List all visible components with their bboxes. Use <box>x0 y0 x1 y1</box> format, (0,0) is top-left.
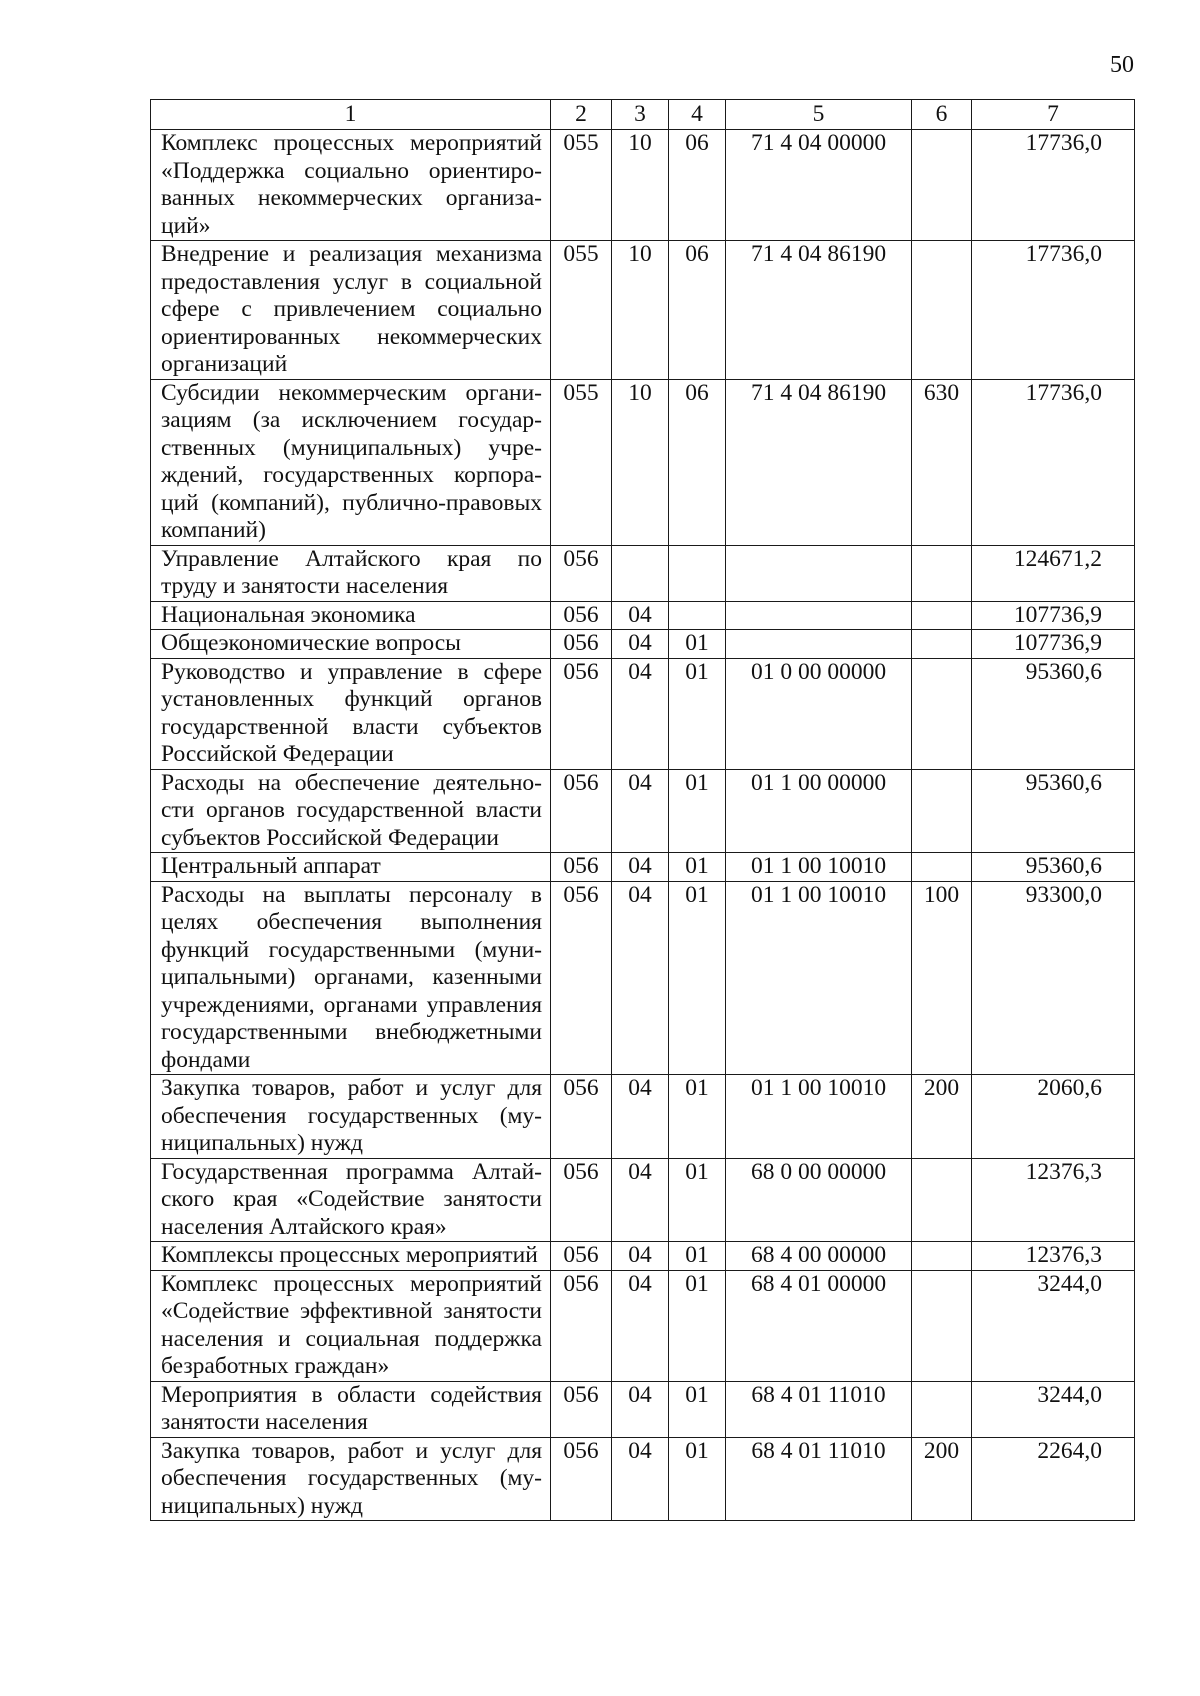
item-name-cell: Управление Алтайского края по труду и занятости населения <box>151 545 551 601</box>
amount-cell: 95360,6 <box>972 769 1135 853</box>
table-row <box>151 1158 1135 1242</box>
item-name-cell: Внедрение и реализация механизма предоставления услуг в социальной сфере с привлечением социально ориентированных некоммерческих организаций <box>151 241 551 380</box>
ministry-code-cell: 056 <box>551 1075 612 1159</box>
amount-cell: 107736,9 <box>972 601 1135 630</box>
amount-cell: 2264,0 <box>972 1437 1135 1521</box>
amount-cell: 17736,0 <box>972 130 1135 241</box>
table-row <box>151 130 1135 241</box>
ministry-code-cell: 056 <box>551 769 612 853</box>
target-article-code-cell: 68 4 00 00000 <box>726 1242 912 1271</box>
expense-type-code-cell: 630 <box>912 379 972 545</box>
subsection-code-cell: 06 <box>669 379 726 545</box>
expense-type-code-cell <box>912 601 972 630</box>
target-article-code-cell: 71 4 04 00000 <box>726 130 912 241</box>
subsection-code-cell: 01 <box>669 1270 726 1381</box>
target-article-code-cell: 68 4 01 11010 <box>726 1381 912 1437</box>
item-name-cell: Расходы на обеспечение деятельности органов государственной власти субъектов Российской Федерации <box>151 769 551 853</box>
expense-type-code-cell <box>912 630 972 659</box>
amount-cell: 3244,0 <box>972 1270 1135 1381</box>
amount-cell: 95360,6 <box>972 853 1135 882</box>
section-code-cell: 10 <box>612 241 669 380</box>
column-header-2: 2 <box>551 100 612 130</box>
table-row <box>151 658 1135 769</box>
table-row <box>151 1242 1135 1271</box>
column-header-5: 5 <box>726 100 912 130</box>
section-code-cell: 04 <box>612 1242 669 1271</box>
subsection-code-cell: 06 <box>669 241 726 380</box>
item-name-cell: Общеэкономические вопросы <box>151 630 551 659</box>
subsection-code-cell: 01 <box>669 881 726 1075</box>
table-row <box>151 545 1135 601</box>
item-name-cell: Закупка товаров, работ и услуг для обеспечения государственных (муниципальных) нужд <box>151 1075 551 1159</box>
item-name-cell: Расходы на выплаты персоналу в целях обеспечения выполнения функций государственными (муниципальными) органами, казенными учреждениями, органами управления государственными внебюджетными фондами <box>151 881 551 1075</box>
subsection-code-cell: 01 <box>669 1075 726 1159</box>
item-name-cell: Национальная экономика <box>151 601 551 630</box>
target-article-code-cell: 68 4 01 11010 <box>726 1437 912 1521</box>
table-row <box>151 630 1135 659</box>
target-article-code-cell: 68 0 00 00000 <box>726 1158 912 1242</box>
table-body <box>151 130 1135 1521</box>
target-article-code-cell: 68 4 01 00000 <box>726 1270 912 1381</box>
target-article-code-cell: 01 1 00 00000 <box>726 769 912 853</box>
amount-cell: 124671,2 <box>972 545 1135 601</box>
section-code-cell: 10 <box>612 130 669 241</box>
column-header-6: 6 <box>912 100 972 130</box>
target-article-code-cell: 71 4 04 86190 <box>726 379 912 545</box>
expense-type-code-cell <box>912 545 972 601</box>
table-row <box>151 1075 1135 1159</box>
target-article-code-cell <box>726 545 912 601</box>
subsection-code-cell <box>669 601 726 630</box>
ministry-code-cell: 056 <box>551 1381 612 1437</box>
ministry-code-cell: 055 <box>551 379 612 545</box>
table-row <box>151 1270 1135 1381</box>
ministry-code-cell: 056 <box>551 1437 612 1521</box>
column-header-1: 1 <box>151 100 551 130</box>
section-code-cell: 04 <box>612 658 669 769</box>
ministry-code-cell: 056 <box>551 658 612 769</box>
section-code-cell: 04 <box>612 630 669 659</box>
target-article-code-cell: 71 4 04 86190 <box>726 241 912 380</box>
ministry-code-cell: 056 <box>551 1242 612 1271</box>
item-name-cell: Комплекс процессных мероприятий «Содействие эффективной занятости населения и социальная поддержка безработных граждан» <box>151 1270 551 1381</box>
expense-type-code-cell <box>912 658 972 769</box>
target-article-code-cell <box>726 630 912 659</box>
table-row <box>151 1437 1135 1521</box>
amount-cell: 95360,6 <box>972 658 1135 769</box>
item-name-cell: Руководство и управление в сфере установленных функций органов государственной власти субъектов Российской Федерации <box>151 658 551 769</box>
section-code-cell: 04 <box>612 1270 669 1381</box>
subsection-code-cell: 01 <box>669 630 726 659</box>
ministry-code-cell: 056 <box>551 881 612 1075</box>
ministry-code-cell: 056 <box>551 545 612 601</box>
expense-type-code-cell <box>912 1270 972 1381</box>
item-name-cell: Комплекс процессных мероприятий «Поддержка социально ориентированных некоммерческих организаций» <box>151 130 551 241</box>
section-code-cell: 04 <box>612 1437 669 1521</box>
subsection-code-cell: 01 <box>669 658 726 769</box>
item-name-cell: Комплексы процессных мероприятий <box>151 1242 551 1271</box>
item-name-cell: Субсидии некоммерческим организациям (за исключением государственных (муниципальных) учреждений, государственных корпораций (компаний), публично-правовых компаний) <box>151 379 551 545</box>
subsection-code-cell: 01 <box>669 1437 726 1521</box>
expense-type-code-cell: 200 <box>912 1437 972 1521</box>
subsection-code-cell <box>669 545 726 601</box>
section-code-cell: 04 <box>612 769 669 853</box>
amount-cell: 107736,9 <box>972 630 1135 659</box>
subsection-code-cell: 01 <box>669 1242 726 1271</box>
target-article-code-cell: 01 0 00 00000 <box>726 658 912 769</box>
subsection-code-cell: 01 <box>669 853 726 882</box>
column-header-4: 4 <box>669 100 726 130</box>
section-code-cell: 04 <box>612 1381 669 1437</box>
section-code-cell: 10 <box>612 379 669 545</box>
target-article-code-cell: 01 1 00 10010 <box>726 881 912 1075</box>
ministry-code-cell: 056 <box>551 1270 612 1381</box>
expense-type-code-cell: 100 <box>912 881 972 1075</box>
expense-type-code-cell <box>912 1242 972 1271</box>
amount-cell: 3244,0 <box>972 1381 1135 1437</box>
subsection-code-cell: 01 <box>669 1381 726 1437</box>
ministry-code-cell: 056 <box>551 853 612 882</box>
table-row <box>151 241 1135 380</box>
ministry-code-cell: 056 <box>551 1158 612 1242</box>
ministry-code-cell: 056 <box>551 601 612 630</box>
expense-type-code-cell <box>912 130 972 241</box>
budget-table <box>150 99 1135 1521</box>
expense-type-code-cell <box>912 241 972 380</box>
expense-type-code-cell <box>912 1158 972 1242</box>
ministry-code-cell: 055 <box>551 130 612 241</box>
amount-cell: 12376,3 <box>972 1242 1135 1271</box>
subsection-code-cell: 01 <box>669 1158 726 1242</box>
expense-type-code-cell: 200 <box>912 1075 972 1159</box>
item-name-cell: Мероприятия в области содействия занятости населения <box>151 1381 551 1437</box>
table-row <box>151 379 1135 545</box>
subsection-code-cell: 01 <box>669 769 726 853</box>
target-article-code-cell: 01 1 00 10010 <box>726 1075 912 1159</box>
subsection-code-cell: 06 <box>669 130 726 241</box>
expense-type-code-cell <box>912 853 972 882</box>
table-row <box>151 881 1135 1075</box>
expense-type-code-cell <box>912 769 972 853</box>
section-code-cell: 04 <box>612 1158 669 1242</box>
section-code-cell: 04 <box>612 601 669 630</box>
item-name-cell: Закупка товаров, работ и услуг для обеспечения государственных (муниципальных) нужд <box>151 1437 551 1521</box>
ministry-code-cell: 056 <box>551 630 612 659</box>
target-article-code-cell: 01 1 00 10010 <box>726 853 912 882</box>
ministry-code-cell: 055 <box>551 241 612 380</box>
column-header-3: 3 <box>612 100 669 130</box>
amount-cell: 2060,6 <box>972 1075 1135 1159</box>
amount-cell: 93300,0 <box>972 881 1135 1075</box>
column-header-7: 7 <box>972 100 1135 130</box>
target-article-code-cell <box>726 601 912 630</box>
item-name-cell: Государственная программа Алтайского края «Содействие занятости населения Алтайского края» <box>151 1158 551 1242</box>
table-row <box>151 769 1135 853</box>
section-code-cell: 04 <box>612 881 669 1075</box>
table-row <box>151 853 1135 882</box>
expense-type-code-cell <box>912 1381 972 1437</box>
amount-cell: 17736,0 <box>972 379 1135 545</box>
amount-cell: 12376,3 <box>972 1158 1135 1242</box>
amount-cell: 17736,0 <box>972 241 1135 380</box>
page-number: 50 <box>1110 52 1134 78</box>
item-name-cell: Центральный аппарат <box>151 853 551 882</box>
table-row <box>151 1381 1135 1437</box>
table-row <box>151 601 1135 630</box>
section-code-cell: 04 <box>612 1075 669 1159</box>
section-code-cell <box>612 545 669 601</box>
header-row <box>151 100 1135 130</box>
section-code-cell: 04 <box>612 853 669 882</box>
